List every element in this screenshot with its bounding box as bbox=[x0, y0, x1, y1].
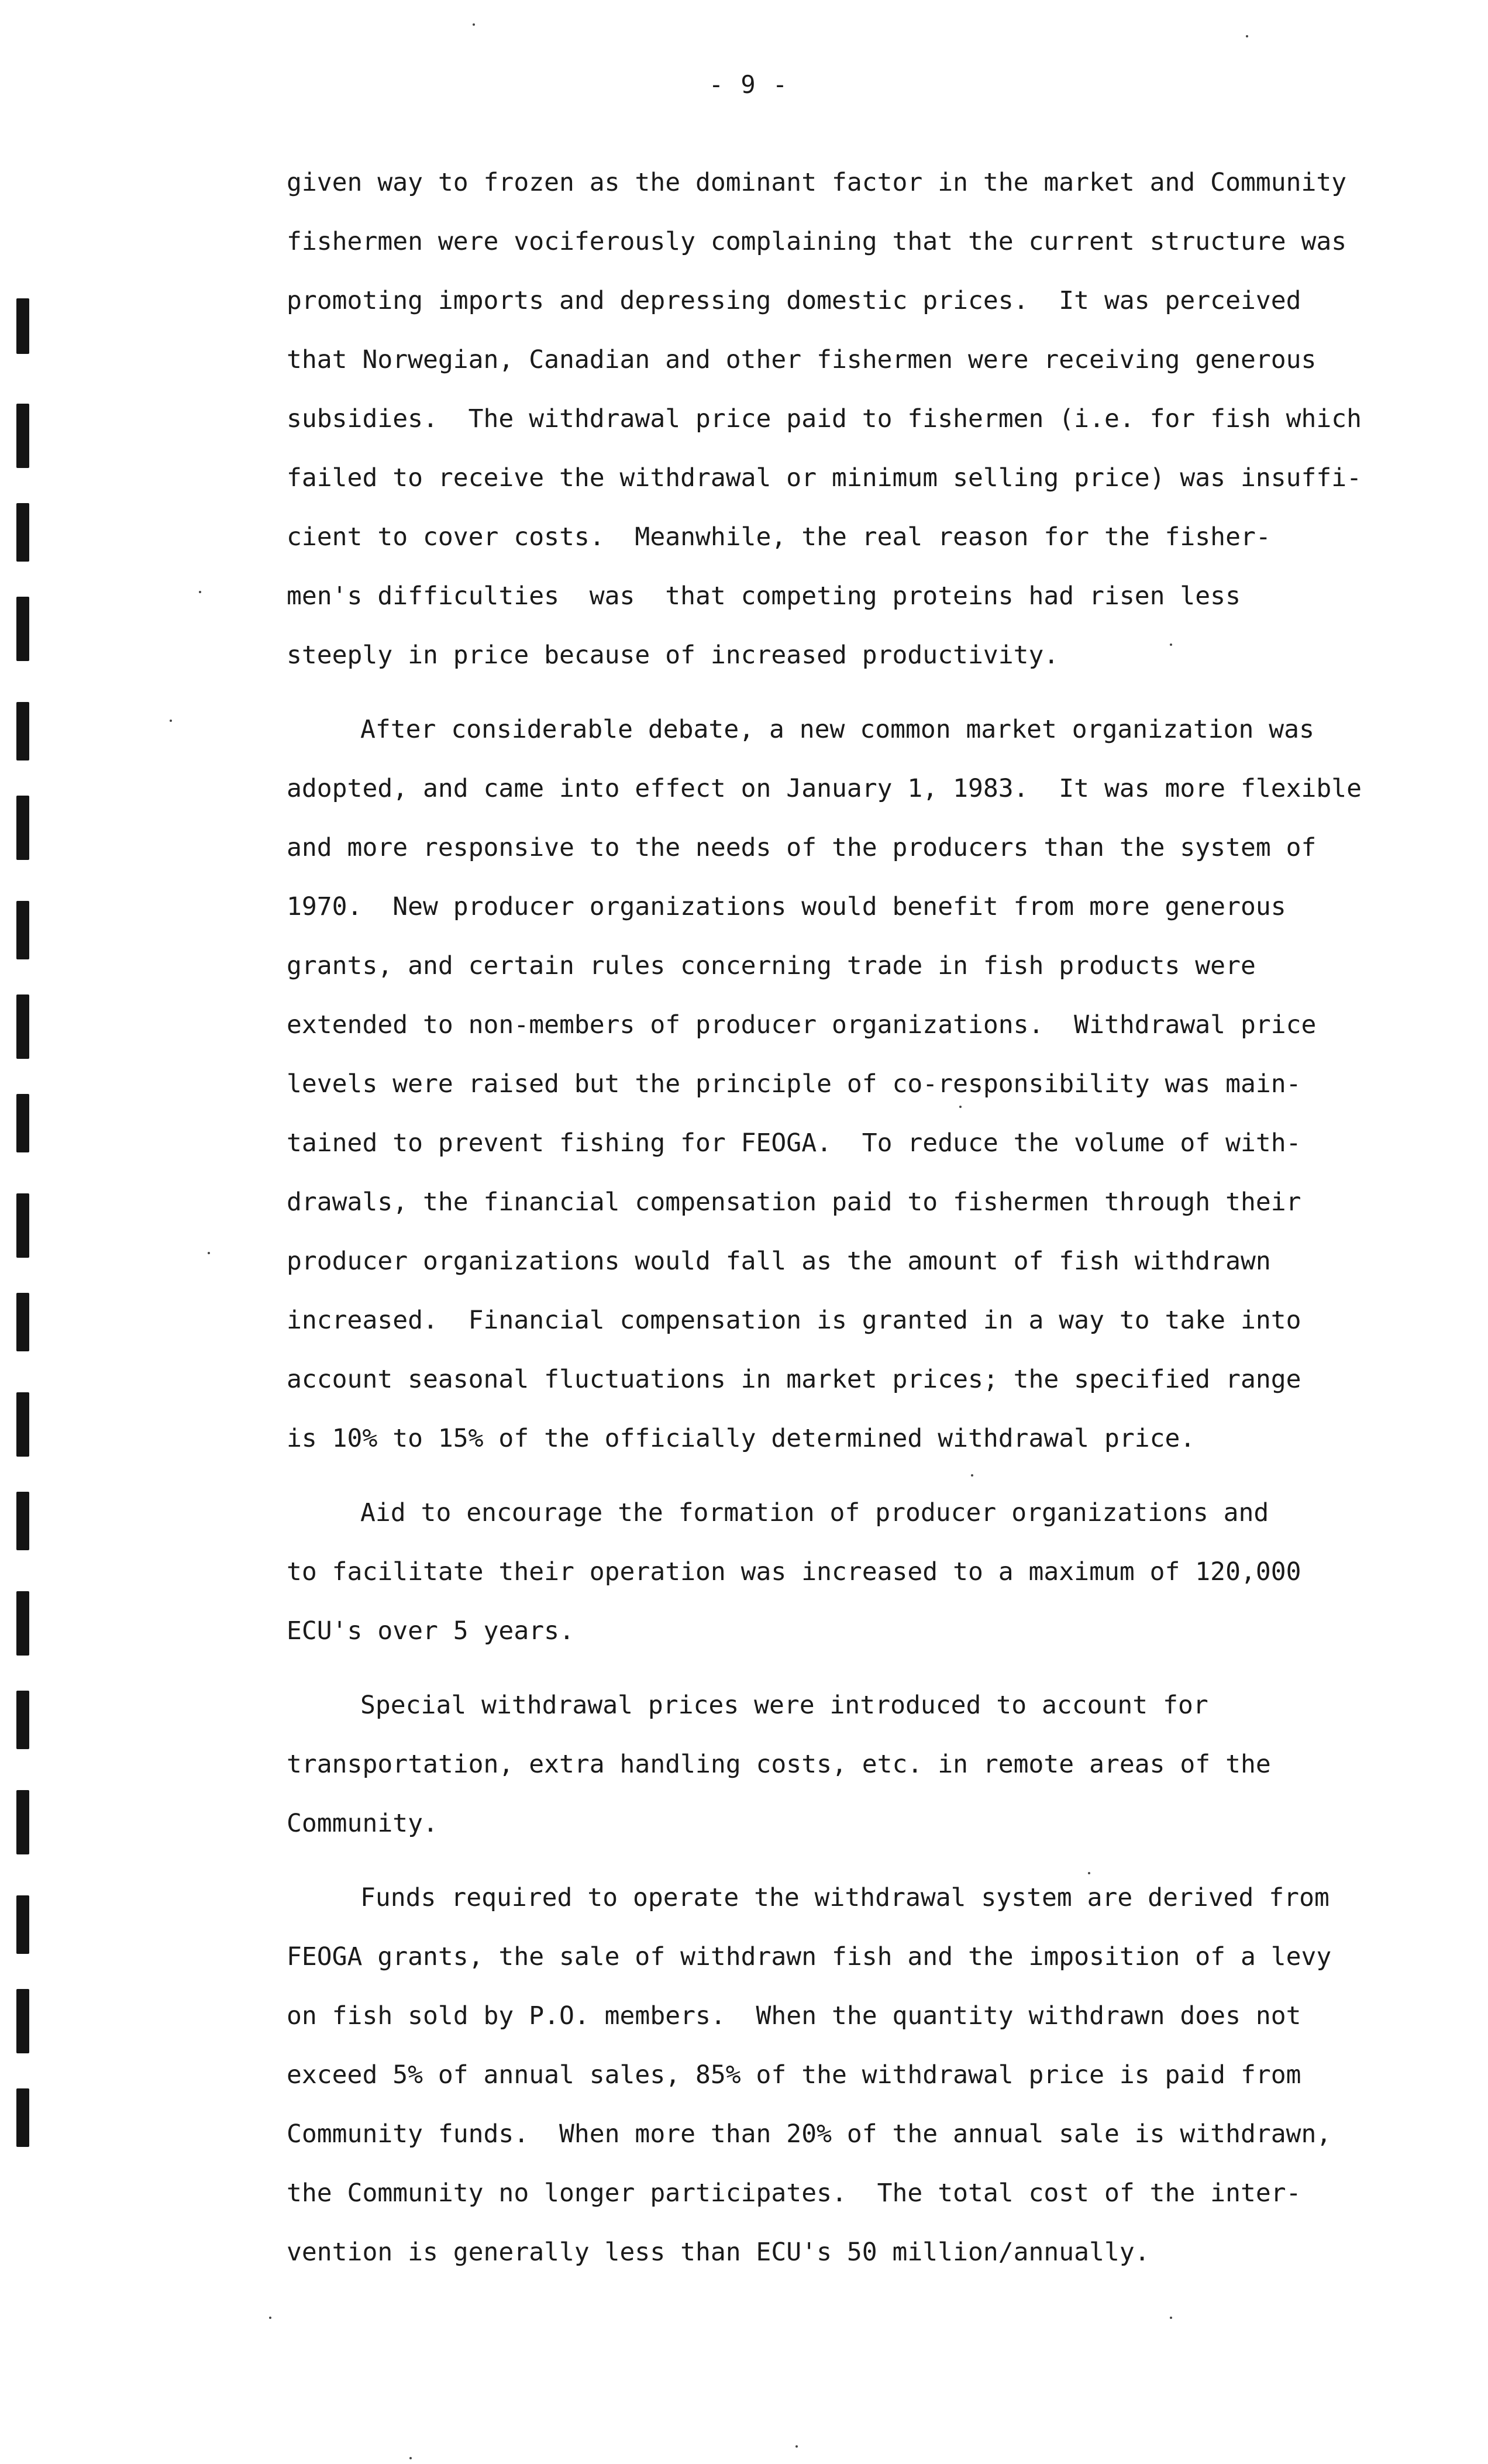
body-text bbox=[287, 153, 1386, 2297]
text-line: adopted, and came into effect on January 1, 1983. It was more flexible bbox=[287, 774, 1362, 803]
paragraph-5 bbox=[287, 1868, 1386, 2282]
text-line: exceed 5% of annual sales, 85% of the withdrawal price is paid from bbox=[287, 2060, 1301, 2090]
scan-speck bbox=[269, 2317, 271, 2319]
margin-bar bbox=[16, 901, 29, 959]
text-line: promoting imports and depressing domestic prices. It was perceived bbox=[287, 286, 1301, 315]
margin-bar bbox=[16, 2088, 29, 2147]
text-line: Aid to encourage the formation of producer organizations and bbox=[360, 1498, 1269, 1527]
margin-bar bbox=[16, 1790, 29, 1854]
text-line: given way to frozen as the dominant factor in the market and Community bbox=[287, 168, 1347, 197]
scan-speck bbox=[1170, 2317, 1172, 2319]
text-line: Funds required to operate the withdrawal system are derived from bbox=[360, 1883, 1329, 1912]
text-line: account seasonal fluctuations in market prices; the specified range bbox=[287, 1365, 1301, 1394]
scan-speck bbox=[409, 2457, 412, 2459]
margin-bar bbox=[16, 1989, 29, 2053]
text-line: Community. bbox=[287, 1809, 438, 1838]
paragraph-3 bbox=[287, 1484, 1386, 1661]
text-line: FEOGA grants, the sale of withdrawn fish and the imposition of a levy bbox=[287, 1942, 1332, 1971]
text-line: levels were raised but the principle of co-responsibility was main- bbox=[287, 1069, 1301, 1099]
text-line: extended to non-members of producer organizations. Withdrawal price bbox=[287, 1010, 1317, 1040]
text-line: producer organizations would fall as the amount of fish withdrawn bbox=[287, 1247, 1271, 1276]
text-line: After considerable debate, a new common market organization was bbox=[360, 715, 1314, 744]
text-line: on fish sold by P.O. members. When the quantity withdrawn does not bbox=[287, 2001, 1301, 2031]
scan-speck bbox=[199, 591, 201, 593]
scan-speck bbox=[208, 1252, 210, 1254]
page-number: - 9 - bbox=[708, 70, 789, 99]
text-line: the Community no longer participates. The total cost of the inter- bbox=[287, 2179, 1301, 2208]
margin-bar bbox=[16, 796, 29, 860]
margin-bar bbox=[16, 702, 29, 760]
paragraph-1 bbox=[287, 153, 1386, 685]
text-line: vention is generally less than ECU's 50 million/annually. bbox=[287, 2238, 1150, 2267]
text-line: cient to cover costs. Meanwhile, the real reason for the fisher- bbox=[287, 522, 1271, 552]
margin-bar bbox=[16, 1094, 29, 1152]
margin-bar bbox=[16, 298, 29, 354]
text-line: drawals, the financial compensation paid to fishermen through their bbox=[287, 1188, 1301, 1217]
scan-speck bbox=[170, 720, 172, 722]
margin-bar bbox=[16, 597, 29, 661]
text-line: grants, and certain rules concerning trade in fish products were bbox=[287, 951, 1256, 980]
text-line: and more responsive to the needs of the producers than the system of bbox=[287, 833, 1317, 862]
paragraph-2 bbox=[287, 700, 1386, 1468]
text-line: tained to prevent fishing for FEOGA. To reduce the volume of with- bbox=[287, 1128, 1301, 1158]
text-line: is 10% to 15% of the officially determined withdrawal price. bbox=[287, 1424, 1196, 1453]
scan-speck bbox=[473, 23, 475, 26]
margin-bar bbox=[16, 1293, 29, 1351]
margin-bar bbox=[16, 404, 29, 468]
scan-speck bbox=[795, 2445, 798, 2448]
text-line: subsidies. The withdrawal price paid to fishermen (i.e. for fish which bbox=[287, 404, 1362, 433]
margin-bar bbox=[16, 1492, 29, 1550]
text-line: transportation, extra handling costs, etc. in remote areas of the bbox=[287, 1750, 1271, 1779]
margin-bar bbox=[16, 1895, 29, 1954]
text-line: failed to receive the withdrawal or minimum selling price) was insuffi- bbox=[287, 463, 1362, 493]
paragraph-4 bbox=[287, 1676, 1386, 1853]
margin-bar bbox=[16, 1193, 29, 1258]
text-line: to facilitate their operation was increased to a maximum of 120,000 bbox=[287, 1557, 1301, 1587]
text-line: steeply in price because of increased productivity. bbox=[287, 641, 1059, 670]
text-line: that Norwegian, Canadian and other fishermen were receiving generous bbox=[287, 345, 1317, 374]
text-line: Special withdrawal prices were introduced to account for bbox=[360, 1691, 1208, 1720]
scan-speck bbox=[1246, 35, 1248, 37]
margin-bar bbox=[16, 1691, 29, 1749]
text-line: fishermen were vociferously complaining that the current structure was bbox=[287, 227, 1347, 256]
text-line: 1970. New producer organizations would benefit from more generous bbox=[287, 892, 1286, 921]
margin-bar bbox=[16, 503, 29, 562]
text-line: Community funds. When more than 20% of the annual sale is withdrawn, bbox=[287, 2119, 1332, 2149]
margin-bar bbox=[16, 994, 29, 1059]
text-line: men's difficulties was that competing proteins had risen less bbox=[287, 581, 1241, 611]
margin-bar bbox=[16, 1591, 29, 1656]
text-line: ECU's over 5 years. bbox=[287, 1616, 574, 1646]
text-line: increased. Financial compensation is granted in a way to take into bbox=[287, 1306, 1301, 1335]
margin-bar bbox=[16, 1392, 29, 1457]
